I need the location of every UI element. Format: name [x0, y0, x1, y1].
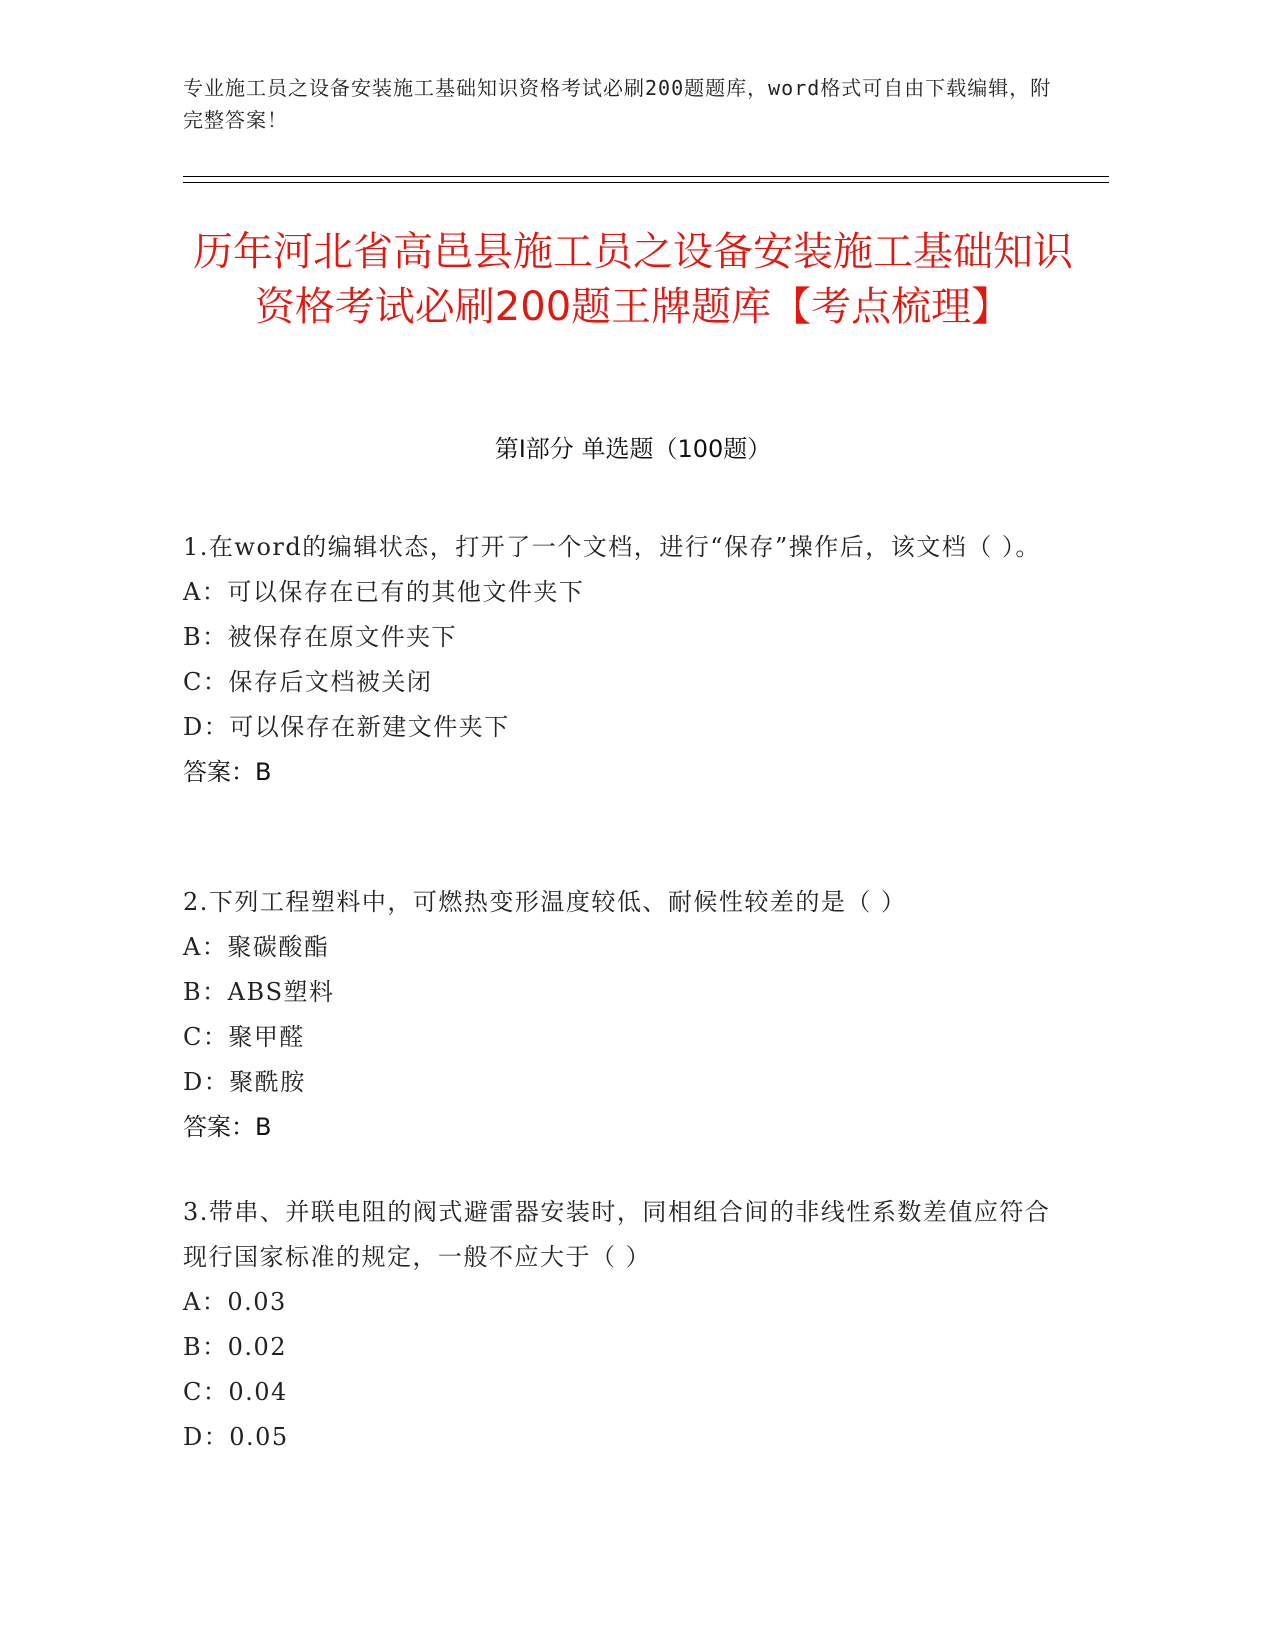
section-title: 第I部分 单选题（100题） [494, 435, 772, 463]
option-c: C：聚甲醛 [183, 1023, 305, 1051]
option-a: A：可以保存在已有的其他文件夹下 [183, 578, 585, 606]
header-divider-top [183, 176, 1109, 177]
question-stem: 3.带串、并联电阻的阀式避雷器安装时，同相组合间的非线性系数差值应符合现行国家标准的规定，一般不应大于（ ） [183, 1198, 1051, 1271]
header-divider-bottom [183, 182, 1109, 183]
answer-line: 答案：B [183, 1113, 272, 1141]
question-block [183, 880, 1063, 1150]
option-d: D：0.05 [183, 1423, 289, 1451]
option-b: B：被保存在原文件夹下 [183, 623, 458, 651]
option-c: C：保存后文档被关闭 [183, 668, 433, 696]
question-stem: 2.下列工程塑料中，可燃热变形温度较低、耐候性较差的是（ ） [183, 888, 907, 916]
header-note: 专业施工员之设备安装施工基础知识资格考试必刷200题题库，word格式可自由下载编辑，附完整答案！ [183, 76, 1052, 132]
option-b: B：ABS塑料 [183, 978, 335, 1006]
option-a: A：0.03 [183, 1288, 287, 1316]
question-stem: 1.在word的编辑状态，打开了一个文档，进行“保存”操作后，该文档（ ）。 [183, 533, 1041, 561]
option-a: A：聚碳酸酯 [183, 933, 330, 961]
option-d: D：聚酰胺 [183, 1068, 306, 1096]
document-title: 历年河北省高邑县施工员之设备安装施工基础知识资格考试必刷200题王牌题库【考点梳理】 [193, 229, 1073, 330]
question-block [183, 525, 1063, 795]
question-block [183, 1190, 1063, 1460]
option-b: B：0.02 [183, 1333, 288, 1361]
option-c: C：0.04 [183, 1378, 288, 1406]
answer-line: 答案：B [183, 758, 272, 786]
option-d: D：可以保存在新建文件夹下 [183, 713, 510, 741]
